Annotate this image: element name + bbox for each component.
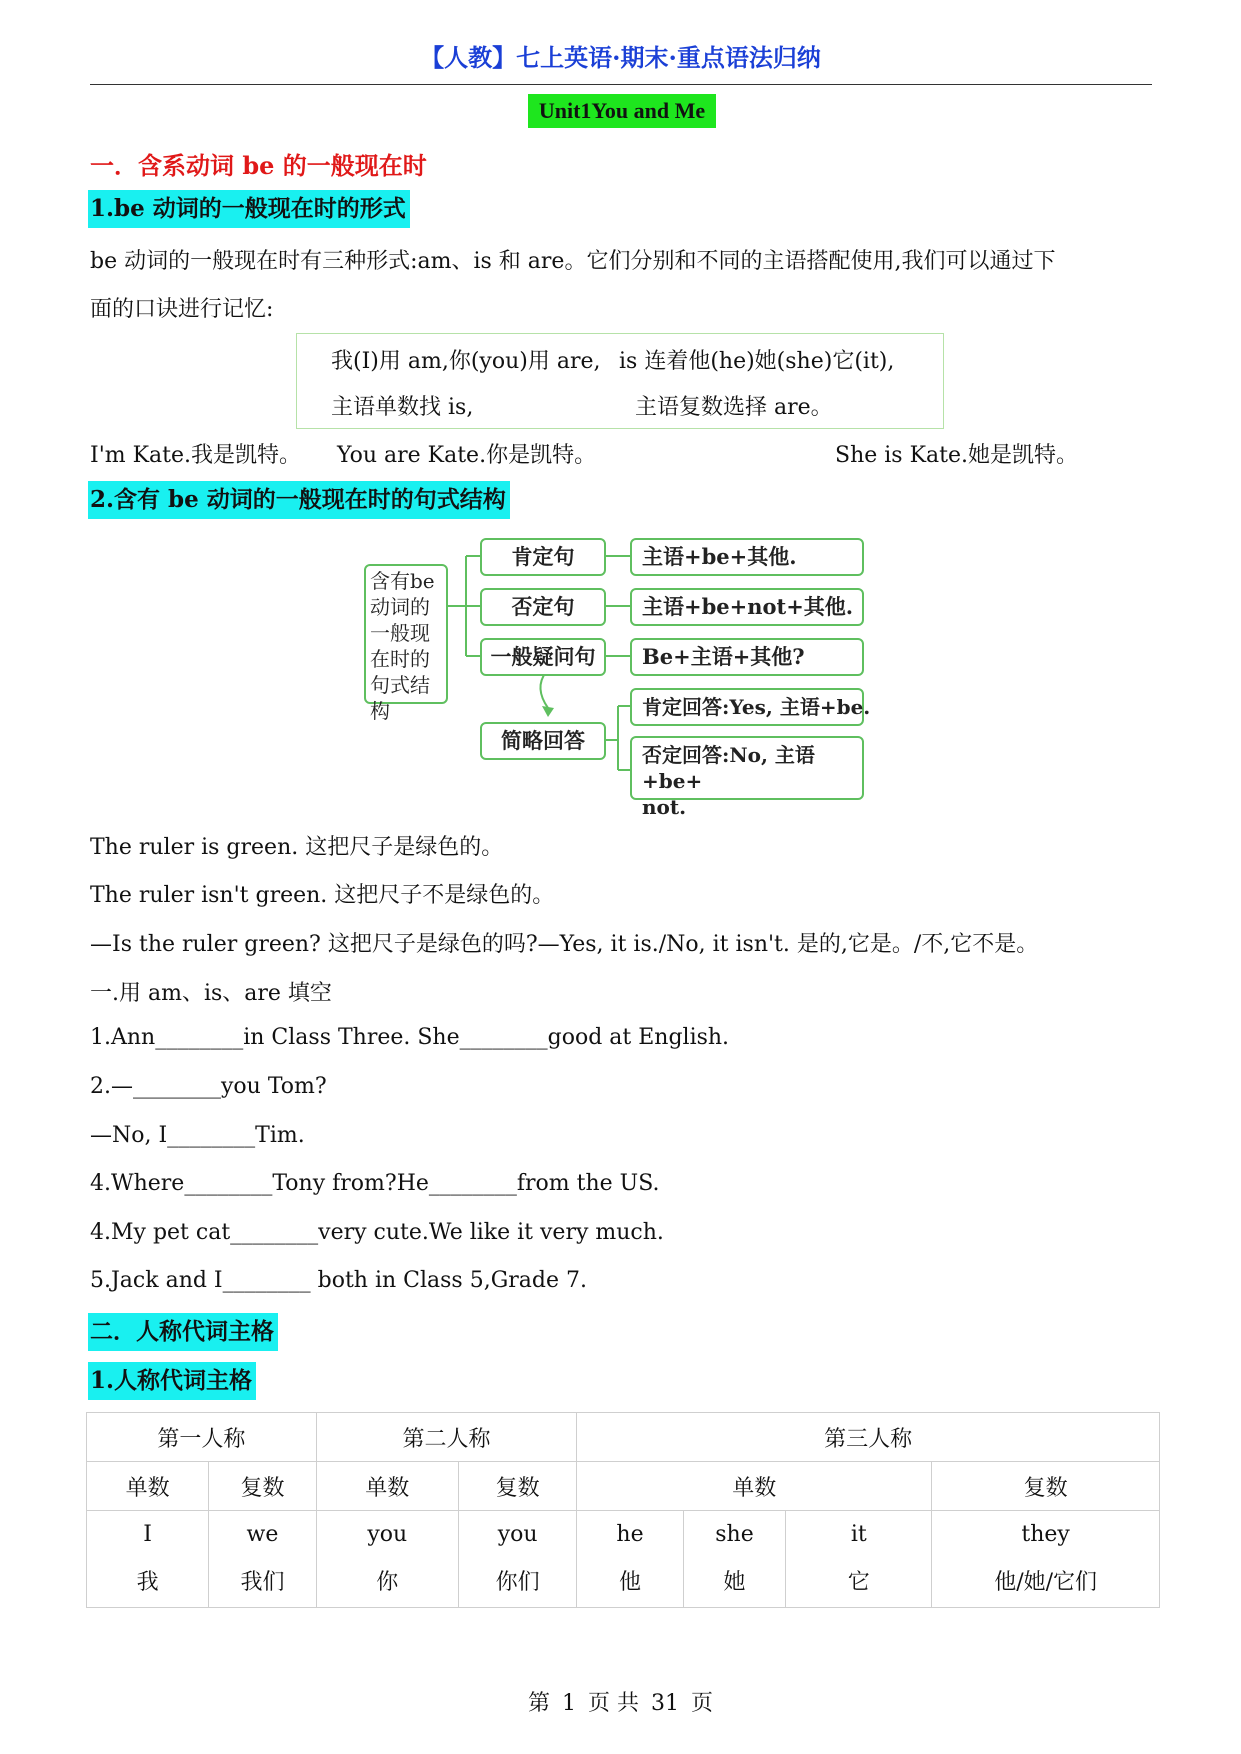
pronoun-zh: 他 — [619, 1570, 642, 1595]
table-cell: 第三人称 — [577, 1413, 1160, 1462]
pronoun-zh: 你们 — [495, 1570, 540, 1595]
root-line: 动词的 — [370, 595, 430, 619]
para-line-1: be 动词的一般现在时有三种形式:am、is 和 are。它们分别和不同的主语搭配使用,我们可以通过下 — [90, 249, 1056, 274]
type-box-short-answer: 简略回答 — [480, 722, 606, 760]
answer-no-line2: not. — [642, 795, 687, 819]
pronoun-en: he — [616, 1522, 644, 1547]
table-cell — [683, 1511, 786, 1608]
pronoun-en: they — [1021, 1522, 1070, 1547]
table-row — [87, 1462, 1160, 1511]
table-cell: 复数 — [209, 1462, 316, 1511]
pronoun-zh: 我 — [136, 1570, 159, 1595]
pronoun-en: we — [246, 1522, 279, 1547]
unit-title: Unit1You and Me — [528, 94, 716, 128]
header-rule — [90, 84, 1152, 85]
answer-yes: 肯定回答:Yes, 主语+be. — [630, 688, 864, 726]
table-cell — [458, 1511, 576, 1608]
pronoun-zh: 我们 — [240, 1570, 285, 1595]
footer-total-pages: 31 — [651, 1691, 679, 1716]
para-line-2: 面的口诀进行记忆: — [90, 297, 274, 322]
footer-mid: 页 共 — [588, 1691, 639, 1716]
exercise-heading: 一.用 am、is、are 填空 — [90, 981, 332, 1006]
root-line: 含有be — [370, 569, 435, 593]
section1-heading: 一．含系动词 be 的一般现在时 — [90, 151, 427, 180]
mnemonic-line2a: 主语单数找 is, — [331, 395, 474, 420]
answer-no-box — [630, 736, 864, 819]
table-cell — [786, 1511, 932, 1608]
root-box — [364, 564, 448, 723]
table-cell: 单数 — [577, 1462, 932, 1511]
formula-negative: 主语+be+not+其他. — [630, 588, 864, 626]
type-box-negative: 否定句 — [480, 588, 606, 626]
structure-example-3: —Is the ruler green? 这把尺子是绿色的吗?—Yes, it is./No, it isn't. 是的,它是。/不,它不是。 — [90, 932, 1039, 957]
pronoun-en: you — [367, 1522, 408, 1547]
footer-page-number: 1 — [562, 1691, 576, 1716]
table-cell — [577, 1511, 683, 1608]
formula-question: Be+主语+其他? — [630, 638, 864, 676]
table-cell — [316, 1511, 458, 1608]
section2-sub1-heading: 1.人称代词主格 — [88, 1362, 256, 1400]
exercise-item: 4.Where________Tony from?He________from the US. — [90, 1171, 660, 1196]
exercise-item: 2.—________you Tom? — [90, 1074, 327, 1099]
exercise-item: 4.My pet cat________very cute.We like it very much. — [90, 1220, 664, 1245]
table-cell: 单数 — [87, 1462, 209, 1511]
answer-no-line1: 否定回答:No, 主语+be+ — [642, 743, 815, 793]
page-footer — [0, 1686, 1241, 1717]
mnemonic-line1a: 我(I)用 am,你(you)用 are, — [331, 349, 601, 374]
table-cell: 复数 — [458, 1462, 576, 1511]
type-box-affirmative: 肯定句 — [480, 538, 606, 576]
table-cell — [932, 1511, 1160, 1608]
exercise-item: 1.Ann________in Class Three. She________good at English. — [90, 1025, 730, 1050]
table-cell: 单数 — [316, 1462, 458, 1511]
mnemonic-line1b: is 连着他(he)她(she)它(it), — [619, 349, 895, 374]
table-cell: 复数 — [932, 1462, 1160, 1511]
table-row — [87, 1511, 1160, 1608]
pronoun-zh: 她 — [723, 1570, 746, 1595]
root-line: 在时的 — [370, 647, 430, 671]
section2-heading: 二．人称代词主格 — [88, 1313, 278, 1351]
example-2: You are Kate.你是凯特。 — [337, 443, 597, 468]
pronoun-en: it — [850, 1522, 867, 1547]
structure-example-1: The ruler is green. 这把尺子是绿色的。 — [90, 835, 504, 860]
example-1: I'm Kate.我是凯特。 — [90, 443, 301, 468]
pronoun-zh: 它 — [847, 1570, 870, 1595]
table-row — [87, 1413, 1160, 1462]
footer-suffix: 页 — [691, 1691, 714, 1716]
table-cell — [209, 1511, 316, 1608]
footer-prefix: 第 — [527, 1691, 550, 1716]
header-title: 【人教】七上英语·期末·重点语法归纳 — [420, 43, 821, 72]
pronoun-zh: 你 — [376, 1570, 399, 1595]
exercise-item: —No, I________Tim. — [90, 1123, 305, 1148]
mnemonic-line2b: 主语复数选择 are。 — [635, 395, 833, 420]
formula-affirmative: 主语+be+其他. — [630, 538, 864, 576]
mnemonic-box — [296, 333, 944, 429]
sub2-heading: 2.含有 be 动词的一般现在时的句式结构 — [88, 481, 510, 519]
root-line: 句式结构 — [370, 673, 430, 723]
table-cell — [87, 1511, 209, 1608]
pronoun-en: I — [143, 1522, 152, 1547]
pronoun-table — [86, 1412, 1160, 1608]
type-box-question: 一般疑问句 — [480, 638, 606, 676]
table-cell: 第一人称 — [87, 1413, 317, 1462]
root-line: 一般现 — [370, 621, 430, 645]
exercise-item: 5.Jack and I________ both in Class 5,Grade 7. — [90, 1268, 587, 1293]
sub1-heading: 1.be 动词的一般现在时的形式 — [88, 190, 410, 228]
table-cell: 第二人称 — [316, 1413, 577, 1462]
pronoun-zh: 他/她/它们 — [994, 1570, 1098, 1595]
structure-example-2: The ruler isn't green. 这把尺子不是绿色的。 — [90, 883, 555, 908]
pronoun-en: she — [715, 1522, 754, 1547]
structure-diagram — [360, 536, 880, 819]
example-3: She is Kate.她是凯特。 — [835, 443, 1078, 468]
pronoun-en: you — [497, 1522, 538, 1547]
